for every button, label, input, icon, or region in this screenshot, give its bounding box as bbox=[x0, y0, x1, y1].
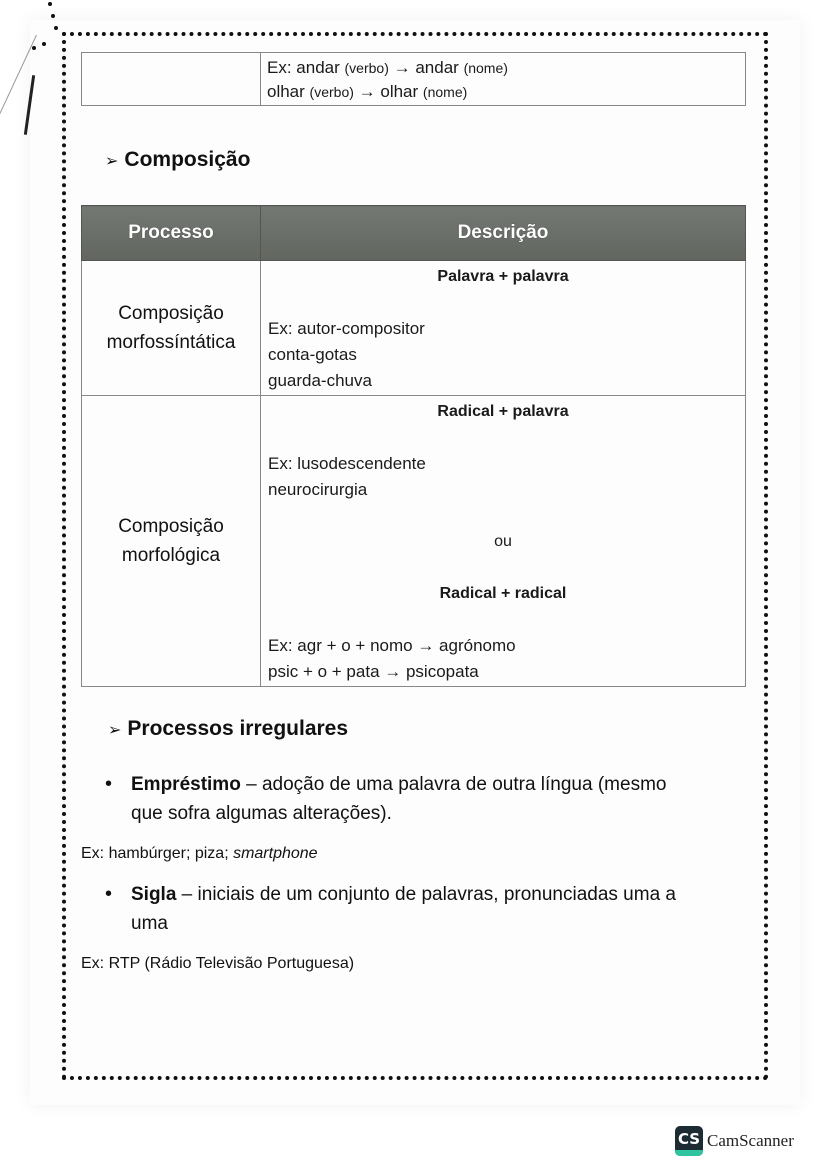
example-line-1: Ex: andar (verbo) → andar (nome) bbox=[267, 58, 508, 77]
example-line: Ex: agr + o + nomo → agrónomo bbox=[268, 636, 516, 655]
arrow-bullet-icon: ➢ bbox=[108, 722, 122, 739]
example-line: neurocirurgia bbox=[268, 480, 368, 499]
formula: Palavra + palavra bbox=[437, 268, 569, 285]
description-cell bbox=[261, 53, 745, 105]
camscanner-logo-icon: CS bbox=[675, 1126, 703, 1156]
header-descricao: Descrição bbox=[261, 206, 746, 261]
list-item-emprestimo: • Empréstimo – adoção de uma palavra de outra língua (mesmo que sofra algumas alterações). bbox=[105, 770, 755, 828]
camscanner-watermark bbox=[675, 1126, 794, 1156]
camscanner-label: CamScanner bbox=[707, 1131, 794, 1150]
arrow-right-icon: → bbox=[393, 58, 411, 77]
bullet-icon: • bbox=[105, 883, 113, 905]
description-cell bbox=[261, 261, 746, 396]
example-emprestimo: Ex: hambúrger; piza; smartphone bbox=[81, 845, 318, 862]
example-sigla: Ex: RTP (Rádio Televisão Portuguesa) bbox=[81, 955, 355, 972]
example-line: psic + o + pata → psicopata bbox=[268, 662, 479, 681]
process-cell: Composição morfológica bbox=[82, 396, 261, 687]
example-line-2: olhar (verbo) → olhar (nome) bbox=[267, 82, 468, 101]
term: Empréstimo bbox=[131, 774, 241, 795]
term: Sigla bbox=[131, 884, 177, 905]
description-cell bbox=[261, 396, 746, 687]
section-heading-composicao: ➢ Composição bbox=[105, 148, 251, 171]
example-line: conta-gotas bbox=[268, 345, 357, 364]
separator-ou: ou bbox=[494, 533, 512, 550]
empty-process-cell bbox=[82, 53, 261, 105]
example-line: guarda-chuva bbox=[268, 371, 372, 390]
list-item-sigla: • Sigla – iniciais de um conjunto de palavras, pronunciadas uma a uma bbox=[105, 880, 755, 938]
table-row bbox=[82, 396, 746, 687]
arrow-bullet-icon: ➢ bbox=[105, 153, 119, 170]
composition-table bbox=[81, 205, 746, 687]
table-row bbox=[82, 261, 746, 396]
example-line: Ex: autor-compositor bbox=[268, 319, 425, 338]
header-processo: Processo bbox=[82, 206, 261, 261]
bullet-icon: • bbox=[105, 773, 113, 795]
example-line: Ex: lusodescendente bbox=[268, 454, 426, 473]
process-cell: Composição morfossíntática bbox=[82, 261, 261, 396]
formula: Radical + palavra bbox=[437, 403, 569, 420]
section-heading-irregulares: ➢ Processos irregulares bbox=[108, 717, 349, 740]
formula: Radical + radical bbox=[439, 585, 567, 602]
previous-table-fragment bbox=[81, 52, 746, 106]
arrow-right-icon: → bbox=[358, 82, 376, 101]
